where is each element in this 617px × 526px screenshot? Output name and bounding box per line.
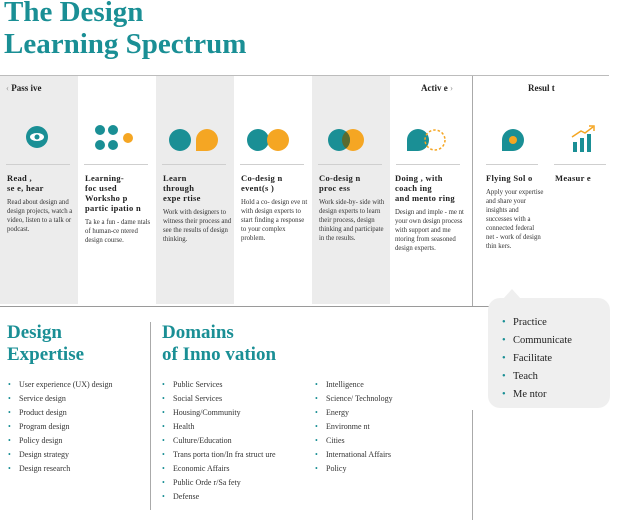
coaching-icon <box>405 127 451 153</box>
list-item: • Policy <box>315 462 393 476</box>
stage-co-design-process <box>319 173 389 243</box>
list-item: • Policy design <box>8 434 113 448</box>
stage-divider <box>318 164 382 165</box>
stage-description: Work side-by- side with design experts to learn their process, design thinking and participate in the results. <box>319 199 385 242</box>
stage-read-see-hear <box>7 173 77 234</box>
stage-divider <box>6 164 70 165</box>
stage-description: Ta ke a fun - dame ntals of human-ce ntered design course. <box>85 219 151 244</box>
result-description: Apply your expertise and share your insights and successes with a connected federal net - work of design thin kers. <box>486 189 544 250</box>
stage-divider <box>240 164 304 165</box>
stage-description: Hold a co- design eve nt with design experts to start finding a response to your complex problem. <box>241 199 308 242</box>
title-line-2: Expertise <box>7 344 85 365</box>
arrow-right-icon: › <box>450 83 453 93</box>
co-design-process-icon <box>326 127 370 153</box>
result-title: Flying Sol o <box>486 173 533 183</box>
list-item: • Cities <box>315 434 393 448</box>
list-item: • Science/ Technology <box>315 392 393 406</box>
result-skills-bubble <box>488 298 610 408</box>
passive-text: Pass ive <box>11 83 42 93</box>
stage-title: Co-desig n event(s ) <box>241 173 283 193</box>
title-line-2: of Inno vation <box>162 344 277 365</box>
list-item: • Intelligence <box>315 378 393 392</box>
list-item: • Program design <box>8 420 113 434</box>
list-item: • Design strategy <box>8 448 113 462</box>
list-item: • Public Services <box>162 378 276 392</box>
passive-label <box>6 82 42 94</box>
stage-description: Work with designers to witness their process and see the results of design thinking. <box>163 209 232 243</box>
title-line-1: Domains <box>162 322 234 343</box>
arrow-left-icon: ‹ <box>6 83 9 93</box>
stage-divider <box>396 164 460 165</box>
stage-title: Read , se e, hear <box>7 173 44 193</box>
stage-doing-with-coaching <box>395 173 467 253</box>
list-item: • Service design <box>8 392 113 406</box>
spectrum-top-rule <box>0 75 609 76</box>
title-line-1: The Design <box>4 0 144 28</box>
list-item: • Social Services <box>162 392 276 406</box>
list-item: • Public Orde r/Sa fety <box>162 476 276 490</box>
page-title <box>4 0 304 60</box>
list-item: • Environme nt <box>315 420 393 434</box>
list-item: • Economic Affairs <box>162 462 276 476</box>
list-item: • Design research <box>8 462 113 476</box>
flying-solo-icon <box>501 127 525 153</box>
list-item: • Product design <box>8 406 113 420</box>
list-item: • Culture/Education <box>162 434 276 448</box>
stage-title: Co-desig n proc ess <box>319 173 361 193</box>
list-item: • Me ntor <box>502 386 572 404</box>
result-label: Resul t <box>528 83 555 93</box>
design-expertise-list <box>8 378 113 476</box>
list-item: • Trans porta tion/In fra struct ure <box>162 448 276 462</box>
title-line-2: Learning Spectrum <box>4 28 247 60</box>
list-item: • Practice <box>502 314 572 332</box>
list-item: • Health <box>162 420 276 434</box>
list-item: • International Affairs <box>315 448 393 462</box>
stage-co-design-events <box>241 173 311 243</box>
title-line-1: Design <box>7 322 62 343</box>
stage-divider <box>162 164 226 165</box>
domains-title <box>162 322 276 366</box>
result-flying-solo <box>486 173 544 251</box>
list-item: • Communicate <box>502 332 572 350</box>
stage-divider <box>554 164 606 165</box>
stage-workshop <box>85 173 155 245</box>
co-design-event-icon <box>246 127 296 153</box>
stage-description: Read about design and design projects, watch a video, listen to a talk or podcast. <box>7 199 73 233</box>
stage-title: Learning- foc used Worksho p partic ipatio n <box>85 173 141 213</box>
active-text: Activ e <box>421 83 448 93</box>
eye-icon <box>26 126 48 148</box>
design-expertise-title <box>7 322 84 366</box>
stage-description: Design and imple - me nt your own design process with support and me ntoring from seasoned design experts. <box>395 209 464 252</box>
list-item: • Defense <box>162 490 276 504</box>
domains-list-col1 <box>162 378 276 504</box>
result-title: Measur e <box>555 173 591 183</box>
result-measure <box>555 173 609 188</box>
list-item: • Housing/Community <box>162 406 276 420</box>
stage-title: Doing , with coach ing and mento ring <box>395 173 455 203</box>
measure-chart-icon <box>571 125 595 153</box>
domains-separator <box>150 322 151 510</box>
stage-divider <box>486 164 538 165</box>
workshop-dots-icon <box>94 124 140 152</box>
stage-learn-through-expertise <box>163 173 233 244</box>
list-item: • User experience (UX) design <box>8 378 113 392</box>
result-skills-list <box>502 314 572 404</box>
list-item: • Energy <box>315 406 393 420</box>
list-item: • Teach <box>502 368 572 386</box>
stage-divider <box>84 164 148 165</box>
domains-list-col2 <box>315 378 393 476</box>
list-item: • Facilitate <box>502 350 572 368</box>
stage-title: Learn through expe rtise <box>163 173 201 203</box>
active-label <box>421 82 453 94</box>
two-circles-icon <box>168 127 218 153</box>
domains-right-separator <box>472 410 473 520</box>
result-separator <box>472 76 473 306</box>
